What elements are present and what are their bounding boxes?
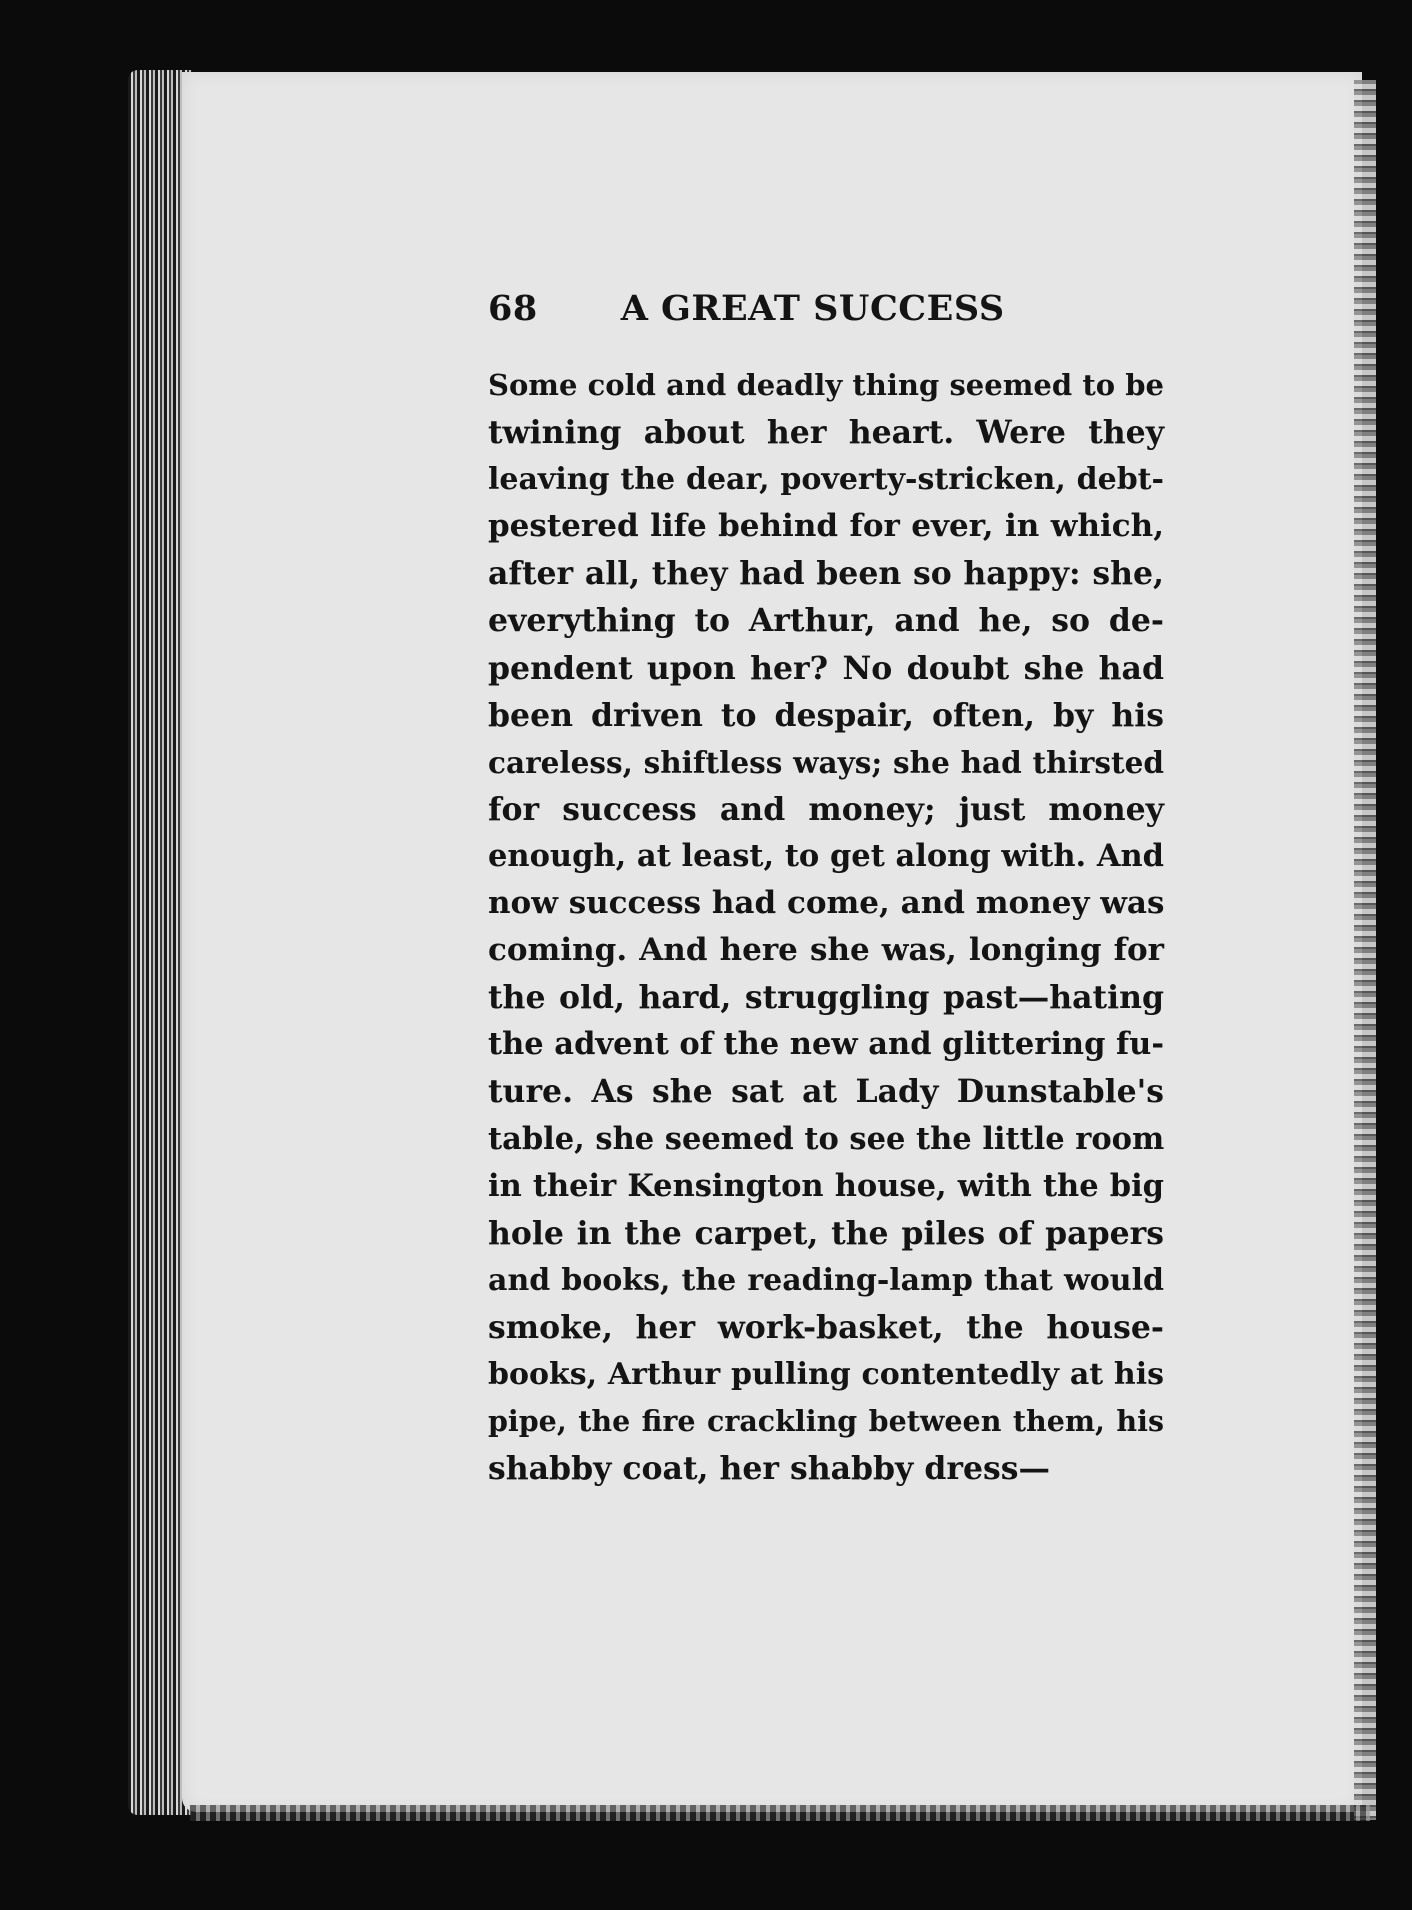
body-text <box>488 362 1164 1492</box>
text-line: pendent upon her? No doubt she had <box>488 649 1164 687</box>
text-line: enough, at least, to get along with. And <box>488 837 1164 874</box>
text-line: leaving the dear, poverty-stricken, debt- <box>488 462 1164 498</box>
text-line: books, Arthur pulling contentedly at his <box>488 1356 1164 1392</box>
text-line: pestered life behind for ever, in which, <box>488 508 1164 545</box>
book-gutter-right <box>1354 80 1376 1820</box>
text-line: the old, hard, struggling past—hating <box>488 979 1164 1017</box>
text-line: for success and money; just money <box>488 790 1164 828</box>
text-line: the advent of the new and glittering fu- <box>488 1026 1164 1063</box>
running-head <box>488 288 1228 338</box>
text-line: now success had come, and money was <box>488 885 1165 922</box>
text-line: ture. As she sat at Lady Dunstable's <box>488 1073 1164 1111</box>
book-page-edges-bottom <box>190 1805 1370 1821</box>
text-line: twining about her heart. Were they <box>488 414 1164 452</box>
text-line: pipe, the fire crackling between them, his <box>488 1404 1164 1439</box>
text-line: smoke, her work-basket, the house- <box>488 1308 1164 1346</box>
running-title: A GREAT SUCCESS <box>620 288 1005 329</box>
text-line: been driven to despair, often, by his <box>488 696 1164 734</box>
page-number: 68 <box>488 288 538 329</box>
text-line: Some cold and deadly thing seemed to be <box>488 368 1164 402</box>
text-line: everything to Arthur, and he, so de- <box>488 602 1164 640</box>
text-line: coming. And here she was, longing for <box>488 932 1164 969</box>
text-line: and books, the reading-lamp that would <box>488 1262 1164 1298</box>
text-line: shabby coat, her shabby dress— <box>488 1450 1050 1488</box>
text-line: hole in the carpet, the piles of papers <box>488 1214 1164 1252</box>
text-line: after all, they had been so happy: she, <box>488 555 1164 593</box>
text-line: careless, shiftless ways; she had thirsted <box>488 744 1164 780</box>
text-line: table, she seemed to see the little room <box>488 1120 1165 1157</box>
text-line: in their Kensington house, with the big <box>488 1167 1164 1204</box>
